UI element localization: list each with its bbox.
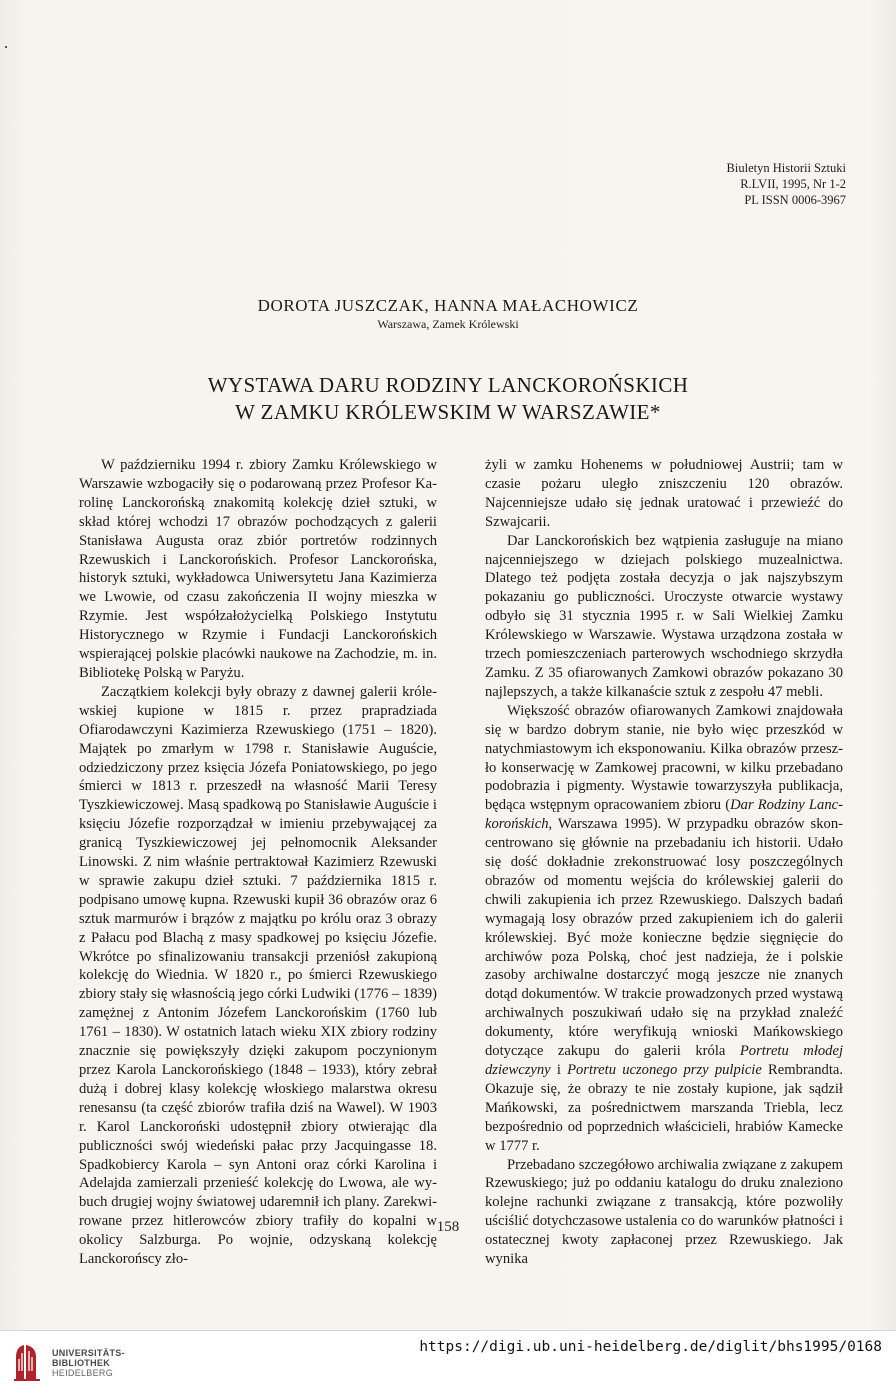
paragraph: Zaczątkiem kolekcji były obrazy z dawnej galerii królewskiej kupione w 1815 r. przez prapradziada Ofiarodawczyni Kazimierza Rzewuskiego (1751 – 1820). Majątek po zmarłym w 1798 r. Stanisławie Auguście, odziedziczony przez księcia Józefa Poniatowskiego, po jego śmierci w 1813 r. przeszedł na własność Marii Teresy Tyszkiewiczowej. Masą spadkową po Stanisławie Auguście i księciu Józefie rozporządzał w imieniu przebywającej za granicą Tyszkiewiczowej jej pełnomocnik Aleksander Linowski. Z nim właśnie pertraktował Kazimierz Rzewuski w sprawie zakupu dzieł sztuki. 7 października 1815 r. podpisano umowę kupna. Rzewuski kupił 36 obrazów oraz 6 sztuk marmurów i brązów z majątku po królu oraz 3 obrazy z Pałacu pod Blachą z masy spadkowej po księciu Józefie. Wkrótce po sfinalizowaniu transakcji przeniósł zakupioną kolekcję do Wiednia. W 1820 r., po śmierci Rzewuskiego zbiory stały się własnością jego córki Ludwiki (1776 – 1839) zamężnej z Antonim Józefem Lanckorońskim (1760 lub 1761 – 1830). W ostatnich latach wieku XIX zbiory rodziny znacznie się powiększyły dzięki zakupom poczynionym przez Karola Lanckorońskiego (1848 – 1933), który zebrał dużą i dobrej klasy kolekcję włoskiego malarstwa okresu renesansu (ta część zbiorów trafiła dziś na Wawel). W 1903 r. Karol Lanckoroński udostępnił zbiory otwierając dla publiczności swój wiedeński pałac przy Jacquingasse 18. Spadkobiercy Karola – syn Antoni oraz córki Karolina i Adelajda zamierzali przenieść kolekcję do Lwowa, ale wybuch drugiej wojny światowej udaremnił ich plany. Zarekwirowane przez hitlerowców zbiory trafiły do kopalni w okolicy Salzburga. Po wojnie, odzyskaną kolekcję Lanckorońscy zło- (79, 683, 437, 1268)
document-url-link[interactable]: https://digi.ub.uni-heidelberg.de/diglit/bhs1995/0168 (419, 1339, 882, 1355)
library-name (52, 1348, 125, 1378)
paragraph-continuation: żyli w zamku Hohenems w południowej Austrii; tam w czasie pożaru uległo zniszczeniu 120 obrazów. Najcenniejsze udało się jednak uratować i przewieźć do Szwajcarii. (485, 457, 843, 530)
library-line-3: HEIDELBERG (52, 1368, 114, 1378)
paragraph: Dar Lanckorońskich bez wątpienia zasługuje na miano najcenniejszego w dziejach polskiego muzealnictwa. Dlatego też podjęta została decyzja o jak najszybszym pokazaniu go publiczności. Uroczyste otwarcie wystawy odbyło się 31 stycznia 1995 r. w Sali Wielkiej Zamku Królewskiego w Warszawie. Wystawa urządzona została w trzech pomieszczeniach parterowych wschodniego skrzydła Zamku. Z 35 ofiarowanych Zamkowi obrazów pokazano 30 najlepszych, a także kilkanaście sztuk z zespołu 47 mebli. (485, 532, 843, 700)
viewer-footer (0, 1330, 896, 1396)
article-title (0, 372, 896, 426)
page-number: 158 (436, 1219, 460, 1235)
left-text-column (79, 456, 437, 1269)
library-line-2: BIBLIOTHEK (52, 1358, 110, 1368)
paragraph: Przebadano szczegółowo archiwalia związane z zakupem Rzewuskiego; już po oddaniu katalogu do druku znaleziono kolejne rachunki związane z transakcją, które pozwoliły uściślić dotychczasowe ustalenia co do warunków płatności i ostatecznej kwoty zapłaconej przez Rzewuskiego. Jak wynika (485, 1156, 843, 1268)
text-span: i (550, 1062, 568, 1078)
university-library-logo (10, 1341, 50, 1383)
italic-title: Portretu uczonego przy pulpicie (567, 1062, 762, 1078)
library-line-1: UNIVERSITÄTS- (52, 1348, 125, 1358)
journal-issn: PL ISSN 0006-3967 (744, 193, 846, 207)
journal-name: Biuletyn Historii Sztuki (726, 161, 846, 175)
scan-speck (5, 46, 7, 48)
author-affiliation: Warszawa, Zamek Królewski (377, 317, 519, 331)
paragraph (485, 702, 843, 1156)
right-text-column (485, 456, 843, 1269)
title-line-1: WYSTAWA DARU RODZINY LANCKOROŃSKICH (207, 373, 689, 397)
journal-reference (727, 160, 846, 208)
text-span: Większość obrazów ofiarowanych Zamkowi znajdowała się w bardzo dobrym stanie, nie było więc przeszkód w natychmiastowym ich eksponowaniu. Kilka obrazów przeszło konserwację w Zamkowej pracowni, w kilku przebadano podobrazia i pigmenty. Wystawie towarzyszyła publikacja, będąca wstępnym opracowaniem zbioru ( (485, 702, 843, 814)
text-span: , Warszawa 1995). W przypadku obrazów skoncentrowano się głównie na przebadaniu ich historii. Udało się dość dokładnie zrekonstruować losy poszczególnych obrazów od momentu wejścia do królewskiej galerii do chwili zakupienia ich przez Rzewuskiego. Dalszych badań wymagają losy obrazów przed zakupieniem ich do galerii królewskiej. Być może konieczne będzie sięgnięcie do archiwów poza Polską, choć jest nadzieja, że i polskie zasoby archiwalne dostarczyć mogą jeszcze nie znanych dotąd dokumentów. W trakcie prowadzonych przed wystawą archiwalnych poszukiwań udało się na przykład znaleźć dokumenty, które weryfikują wnioski Mańkowskiego dotyczące zakupu do galerii króla (485, 816, 843, 1060)
paragraph: W październiku 1994 r. zbiory Zamku Królewskiego w Warszawie wzbogaciły się o podarowaną przez Profesor Karolinę Lanckorońską znakomitą kolekcję dzieł sztuki, w skład której wchodzi 17 obrazów pochodzących z galerii Stanisława Augusta oraz zbiór portretów rodzinnych Rzewuskich i Lanckorońskich. Profesor Lanckorońska, historyk sztuki, wykładowca Uniwersytetu Jana Kazimierza we Lwowie, od czasu zakończenia II wojny mieszka w Rzymie. Jest współzałożycielką Polskiego Instytutu Historycznego w Rzymie i Fundacji Lanckorońskich wspierającej polskie placówki naukowe na Zachodzie, m. in. Bibliotekę Polską w Paryżu. (79, 457, 437, 681)
journal-issue: R.LVII, 1995, Nr 1-2 (740, 177, 846, 191)
text-span: Rembrandta. Okazuje się, że obrazy te nie zostały kupione, jak sądził Mańkowski, za pośrednictwem marszanda Triebla, lecz bezpośrednio od poprzednich właścicieli, hrabiów Kamecke w 1777 r. (485, 1062, 844, 1154)
italic-title: Portretu młodej dziewczyny (485, 1043, 843, 1078)
italic-title: Dar Rodziny Lanckorońskich (485, 797, 843, 833)
title-line-2: W ZAMKU KRÓLEWSKIM W WARSZAWIE* (235, 400, 661, 424)
article-authors: DOROTA JUSZCZAK, HANNA MAŁACHOWICZ (257, 296, 639, 315)
